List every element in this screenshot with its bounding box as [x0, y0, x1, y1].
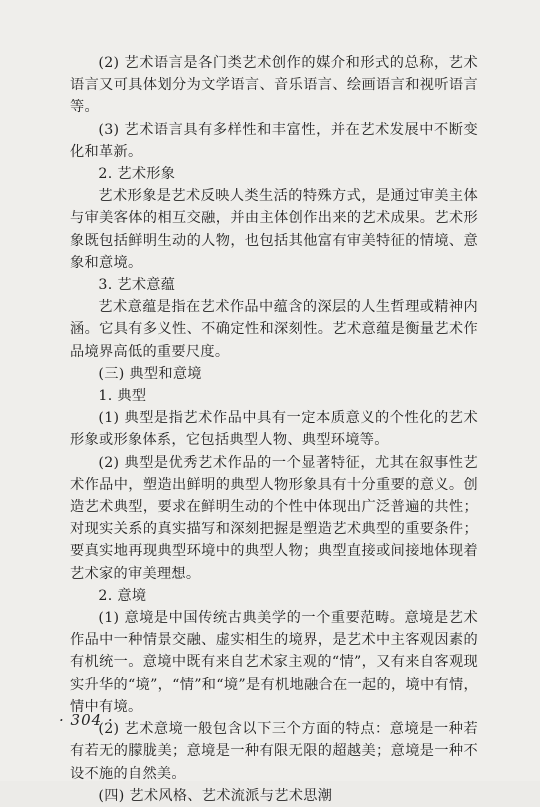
heading-style-school-trend: (四) 艺术风格、艺术流派与艺术思潮 — [98, 787, 333, 804]
heading-typical-and-artistic-conception: (三) 典型和意境 — [98, 365, 202, 382]
paragraph-typical-definition: (1) 典型是指艺术作品中具有一定本质意义的个性化的艺术形象或形象体系，它包括典型人物、典型环境等。 — [70, 410, 478, 449]
heading-art-meaning: 3. 艺术意蕴 — [98, 277, 176, 294]
page-body — [70, 52, 478, 807]
heading-artistic-conception: 2. 意境 — [98, 587, 147, 604]
paragraph-art-language-definition: (2) 艺术语言是各门类艺术创作的媒介和形式的总称，艺术语言又可具体划分为文学语言、音乐语言、绘画语言和视听语言等。 — [70, 55, 478, 116]
paragraph-art-image: 艺术形象是艺术反映人类生活的特殊方式，是通过审美主体与审美客体的相互交融，并由主体创作出来的艺术成果。艺术形象既包括鲜明生动的人物，也包括其他富有审美特征的情境、意象和意境。 — [70, 188, 478, 271]
heading-art-image: 2. 艺术形象 — [98, 166, 176, 183]
page-number: · 304 · — [59, 711, 114, 729]
paragraph-artistic-conception-definition: (1) 意境是中国传统古典美学的一个重要范畴。意境是艺术作品中一种情景交融、虚实相生的境界，是艺术中主客观因素的有机统一。意境中既有来自艺术家主观的“情”，又有来自客观现实升华的“境”，“情”和“境”是有机地融合在一起的，境中有情，情中有境。 — [70, 610, 478, 715]
paragraph-art-meaning: 艺术意蕴是指在艺术作品中蕴含的深层的人生哲理或精神内涵。它具有多义性、不确定性和深刻性。艺术意蕴是衡量艺术作品境界高低的重要尺度。 — [70, 299, 478, 360]
heading-typical: 1. 典型 — [98, 388, 147, 405]
paragraph-art-language-diversity: (3) 艺术语言具有多样性和丰富性，并在艺术发展中不断变化和革新。 — [70, 121, 478, 160]
paragraph-artistic-conception-features: (2) 艺术意境一般包含以下三个方面的特点：意境是一种若有若无的朦胧美；意境是一种有限无限的超越美；意境是一种不设不施的自然美。 — [70, 721, 478, 782]
paragraph-typical-feature: (2) 典型是优秀艺术作品的一个显著特征，尤其在叙事性艺术作品中，塑造出鲜明的典型人物形象具有十分重要的意义。创造艺术典型，要求在鲜明生动的个性中体现出广泛普遍的共性；对现实关系的真实描写和深刻把握是塑造艺术典型的重要条件；要真实地再现典型环境中的典型人物；典型直接或间接地体现着艺术家的审美理想。 — [70, 454, 478, 582]
